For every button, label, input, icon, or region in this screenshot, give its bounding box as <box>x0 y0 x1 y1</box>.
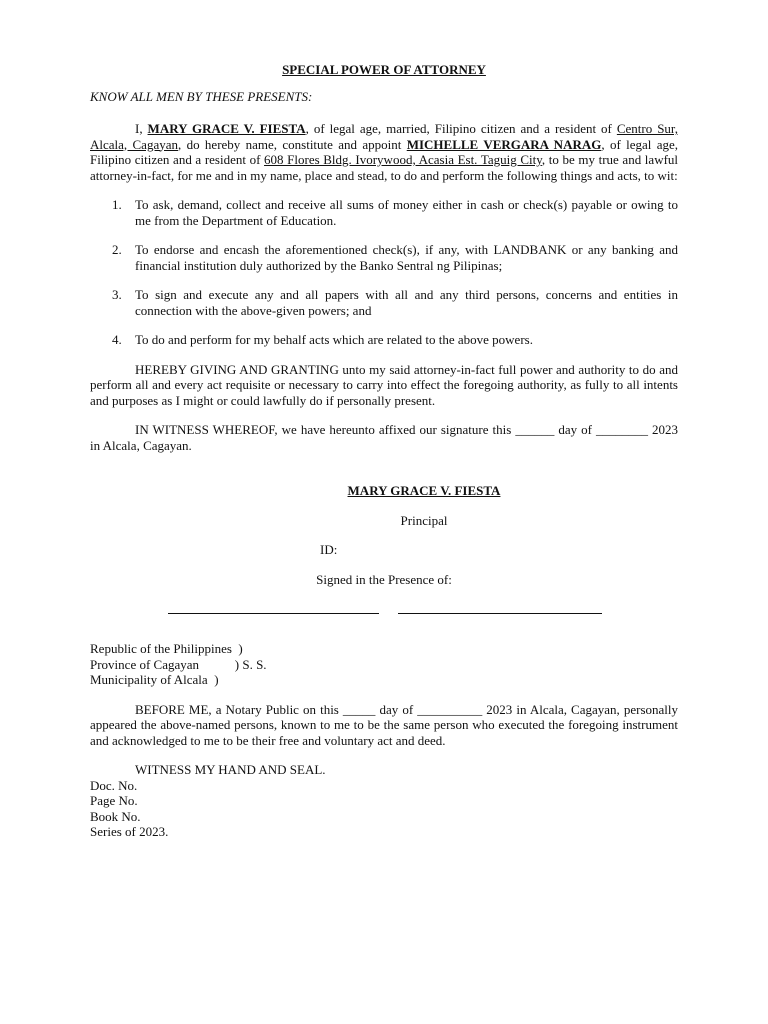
signatory-name: MARY GRACE V. FIESTA <box>347 483 501 498</box>
presence-label: Signed in the Presence of: <box>316 571 452 587</box>
witness-hand-seal: WITNESS MY HAND AND SEAL. <box>135 762 326 777</box>
para1-text-1: I, <box>135 121 148 136</box>
id-label: ID: <box>320 542 338 557</box>
signatory-role: Principal <box>400 512 448 528</box>
series-year: Series of 2023. <box>90 824 169 839</box>
intro-line: KNOW ALL MEN BY THESE PRESENTS: <box>90 88 313 104</box>
list-item-text: To endorse and encash the aforementioned check(s), if any, with LANDBANK or any banking and financial institution duly authorized by the Banko Sentral ng Pilipinas; <box>135 242 678 273</box>
granting-paragraph: HEREBY GIVING AND GRANTING unto my said attorney-in-fact full power and authority to do and perform all and every act requisite or necessary to carry into effect the foregoing authority, as fully to all intents and purposes as I might or could lawfully do if personally present. <box>90 361 678 408</box>
list-item <box>90 242 678 273</box>
venue-line-2: Province of Cagayan ) S. S. <box>90 656 267 672</box>
list-item-number: 2. <box>112 242 122 257</box>
principal-address: Centro Sur, Alcala, Cagayan <box>90 121 678 152</box>
document-page <box>90 62 678 840</box>
witness-signature-lines <box>90 601 678 625</box>
para1-text-3: , do hereby name, constitute and appoint <box>178 136 407 152</box>
list-item-text: To ask, demand, collect and receive all sums of money either in cash or check(s) payable or owing to me from the Department of Education. <box>135 197 678 228</box>
witness-signature-line-2 <box>398 613 602 614</box>
list-item <box>90 287 678 318</box>
para1-text-4: , of legal age, Filipino citizen and a resident of <box>90 136 679 167</box>
principal-name: MARY GRACE V. FIESTA <box>147 121 306 136</box>
venue-block <box>90 641 678 688</box>
list-item-text: To sign and execute any and all papers with all and any third persons, concerns and entities in connection with the above-given powers; and <box>135 287 678 318</box>
notarial-register <box>90 762 678 840</box>
book-number: Book No. <box>90 808 141 824</box>
attorney-address: 608 Flores Bldg. Ivorywood, Acasia Est. Taguig City <box>264 152 542 167</box>
para1-text-2: , of legal age, married, Filipino citizen and a resident of <box>305 121 617 136</box>
list-item-number: 3. <box>112 287 122 302</box>
witness-paragraph: IN WITNESS WHEREOF, we have hereunto affixed our signature this ______ day of ________ 2023 in Alcala, Cagayan. <box>90 422 678 453</box>
list-item <box>90 197 678 228</box>
attorney-name: MICHELLE VERGARA NARAG <box>406 136 602 152</box>
list-item-number: 1. <box>112 197 122 212</box>
list-item <box>90 332 678 348</box>
list-item-number: 4. <box>112 332 122 347</box>
doc-number: Doc. No. <box>90 777 138 793</box>
venue-line-3: Municipality of Alcala ) <box>90 672 219 687</box>
notary-paragraph: BEFORE ME, a Notary Public on this _____ day of __________ 2023 in Alcala, Cagayan, personally appeared the above-named persons, known to me to be the same person who executed the foregoing instrument and acknowledged to me to be their free and voluntary act and deed. <box>90 701 678 748</box>
page-number: Page No. <box>90 793 138 808</box>
list-item-text: To do and perform for my behalf acts which are related to the above powers. <box>135 332 533 347</box>
witness-signature-line-1 <box>168 613 379 614</box>
venue-line-1: Republic of the Philippines ) <box>90 641 243 656</box>
appointment-paragraph <box>90 121 678 183</box>
para1-text-5: , to be my true and lawful attorney-in-fact, for me and in my name, place and stead, to do and perform the following things and acts, to wit: <box>90 152 679 183</box>
powers-list <box>90 197 678 348</box>
document-title: SPECIAL POWER OF ATTORNEY <box>282 62 486 77</box>
